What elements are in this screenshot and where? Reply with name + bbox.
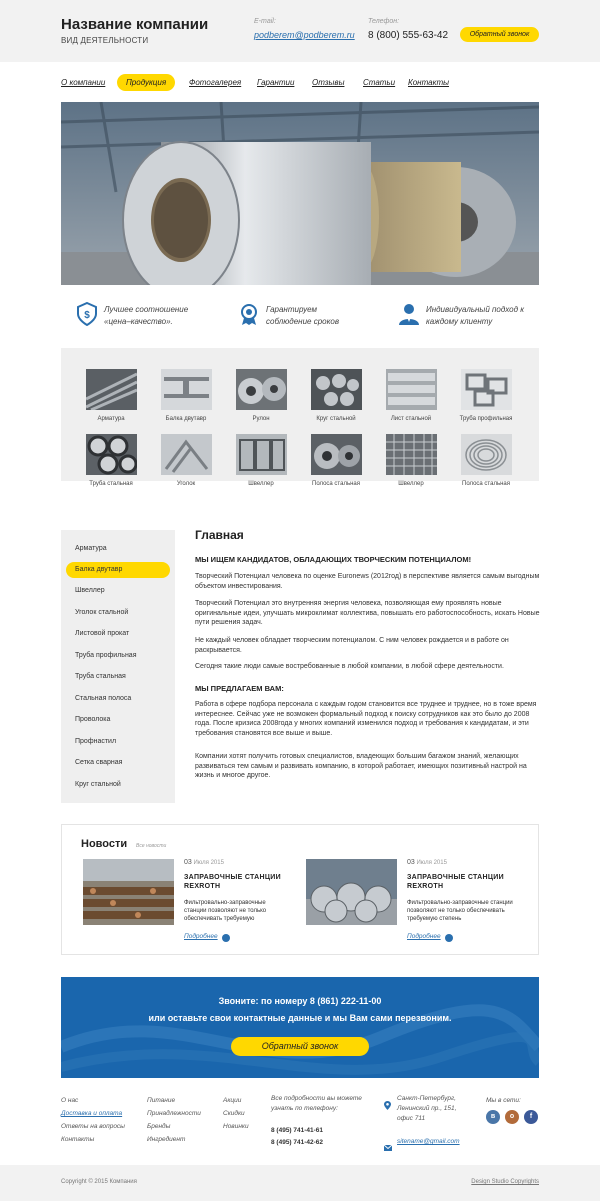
steel-pipe-image — [86, 434, 137, 475]
sidebar-item[interactable]: Сетка сварная — [75, 759, 123, 766]
news-headline-line1: ЗАПРАВОЧНЫЕ СТАНЦИИ — [407, 874, 504, 881]
feature-deadlines — [238, 302, 368, 342]
news-block — [61, 824, 539, 955]
header-email-link[interactable]: podberem@podberem.ru — [254, 30, 355, 40]
news-day: 03 — [407, 859, 415, 866]
footer-email-link[interactable]: sitename@gmail.com — [397, 1138, 460, 1145]
paragraph: Работа в сфере подбора персонала с каждым годом становится все труднее и труднее, но в тоже время интереснее. Сейчас уже не возможен формальный подход к поиску сотрудников как это было до 2008 года. После кризиса 2008года у многих компаний изменился подход и требования к кандидатам, и эти требования становятся все выше и выше. — [195, 701, 537, 737]
feature-line2: соблюдение сроков — [266, 317, 339, 326]
paragraph: Творческий Потенциал человека по оценке Euronews (2012год) в перспективе является самым выгодным объектом инвестирования. — [195, 573, 540, 590]
news-image[interactable] — [306, 859, 397, 925]
facebook-icon[interactable]: f — [524, 1110, 538, 1124]
catalog-label: Арматура — [97, 416, 125, 422]
feature-line1: Гарантируем — [266, 305, 317, 314]
footer-col-promo — [223, 1094, 249, 1133]
sidebar-item[interactable]: Швеллер — [75, 587, 105, 594]
footer-link-active[interactable]: Доставка и оплата — [61, 1110, 123, 1117]
nav-products[interactable]: Продукция — [117, 74, 175, 91]
catalog-item[interactable] — [378, 434, 444, 494]
cta-line1: Звоните: по номеру 8 (861) 222-11-00 — [218, 996, 382, 1006]
sidebar-item[interactable]: Уголок стальной — [75, 609, 129, 616]
catalog-label: Труба профильная — [459, 416, 513, 422]
catalog-label: Круг стальной — [316, 416, 356, 422]
section-heading: МЫ ПРЕДЛАГАЕМ ВАМ: — [195, 684, 284, 693]
sidebar-item[interactable]: Профнастил — [75, 738, 117, 745]
company-name[interactable]: Название компании — [61, 16, 209, 33]
company-activity: ВИД ДЕЯТЕЛЬНОСТИ — [61, 36, 149, 45]
award-icon — [238, 302, 260, 326]
feature-price-quality — [76, 302, 206, 342]
email-label: E-mail: — [254, 18, 276, 25]
paragraph: Не каждый человек обладает творческим потенциалом. С ним человек рождается и в работе он раскрывается. — [195, 637, 509, 654]
footer-address: Санкт-Петербург, Ленинский пр., 151, офис 711 — [397, 1095, 457, 1122]
arrow-right-icon[interactable] — [222, 934, 230, 942]
design-studio-link[interactable]: Design Studio Copyrights — [471, 1179, 539, 1185]
mesh-image — [386, 434, 437, 475]
news-headline-line1: ЗАПРАВОЧНЫЕ СТАНЦИИ — [184, 874, 281, 881]
svg-text:$: $ — [84, 310, 90, 321]
feature-text — [266, 304, 339, 328]
envelope-icon — [384, 1138, 392, 1156]
sidebar-item[interactable]: Листовой прокат — [75, 630, 130, 637]
catalog-label: Труба стальная — [89, 481, 133, 487]
nav-about[interactable]: О компании — [61, 78, 106, 87]
footer-phones-label: Все подробности вы можете узнать по телефону: — [271, 1095, 362, 1112]
news-headline-line2: REXROTH — [184, 883, 221, 890]
footer-phone: 8 (495) 741-41-61 — [271, 1127, 324, 1134]
catalog-item[interactable] — [228, 369, 294, 429]
sidebar-item[interactable]: Арматура — [75, 545, 107, 552]
odnoklassniki-icon[interactable]: о — [505, 1110, 519, 1124]
catalog-label: Полоса стальная — [462, 481, 510, 487]
footer-phone: 8 (495) 741-42-62 — [271, 1139, 324, 1146]
channel-image — [236, 434, 287, 475]
news-headline[interactable] — [184, 873, 281, 891]
cta-callback-button[interactable]: Обратный звонок — [231, 1037, 369, 1056]
footer-link[interactable]: О нас — [61, 1097, 79, 1104]
social-label: Мы в сети: — [486, 1097, 521, 1104]
news-excerpt: Фильтровально-заправочные станции позволяют не только обеспечивать требуемую — [184, 900, 267, 922]
news-excerpt: Фильтровально-заправочные станции позволяют не только обеспечивать требуемую степень — [407, 900, 513, 922]
callback-banner — [61, 977, 539, 1078]
rebar-image — [86, 369, 137, 410]
catalog-label: Швеллер — [248, 481, 274, 487]
catalog-item[interactable] — [153, 434, 219, 494]
sidebar-item[interactable]: Круг стальной — [75, 781, 121, 788]
footer-link[interactable]: Ингредиент — [147, 1136, 186, 1143]
news-month: Июля 2015 — [193, 860, 224, 866]
header-phone: 8 (800) 555-63-42 — [368, 30, 449, 41]
cta-line2: или оставьте свои контактные данные и мы Вам сами перезвоним. — [148, 1013, 452, 1023]
hero-image — [61, 102, 539, 285]
person-icon — [398, 302, 420, 326]
feature-line1: Лучшее соотношение — [104, 305, 189, 314]
footer-link[interactable]: Акции — [223, 1097, 242, 1104]
footer-col-info — [61, 1094, 125, 1146]
copyright-bar — [0, 1165, 600, 1201]
feature-line2: каждому клиенту — [426, 317, 493, 326]
catalog-item[interactable] — [453, 369, 519, 429]
product-catalog — [61, 348, 539, 487]
paragraph: Компании хотят получить готовых специалистов, владеющих большим багажом знаний, желающих развиваться тем самым и развивать компанию, в которой работает, имеющих позитивный настрой на жизнь и многое другое. — [195, 753, 527, 779]
nav-contacts[interactable]: Контакты — [408, 78, 450, 87]
steel-strip-image — [311, 434, 362, 475]
feature-individual — [398, 302, 538, 342]
news-more-link[interactable]: Подробнее — [184, 933, 218, 940]
phone-label: Телефон: — [368, 18, 400, 25]
catalog-label: Балка двутавр — [165, 416, 207, 422]
catalog-item[interactable] — [153, 369, 219, 429]
profile-pipe-image — [461, 369, 512, 410]
nav-reviews[interactable]: Отзывы — [312, 78, 345, 87]
footer-col-catalog — [147, 1094, 201, 1146]
nav-guarantees[interactable]: Гарантии — [257, 78, 295, 87]
footer-link[interactable]: Принадлежности — [147, 1110, 201, 1117]
paragraph: Сегодня такие люди самые востребованные в любой компании, в любой сфере деятельности. — [195, 663, 504, 670]
page-title: Главная — [195, 528, 244, 542]
catalog-item[interactable] — [378, 369, 444, 429]
footer-email — [397, 1135, 460, 1148]
catalog-item[interactable] — [303, 434, 369, 494]
footer-link[interactable]: Питание — [147, 1097, 176, 1104]
news-day: 03 — [184, 859, 192, 866]
sidebar-item[interactable]: Проволока — [75, 716, 111, 723]
sidebar-item-active[interactable]: Балка двутавр — [66, 562, 170, 578]
catalog-item[interactable] — [303, 369, 369, 429]
catalog-label: Уголок — [176, 481, 196, 487]
paragraph: Творческий Потенциал это внутренняя энергия человека, позволяющая ему проявлять новые оригинальные идеи, улучшать микроклимат коллектива, повышать его работоспособность, искать Новые пути решения задач. — [195, 600, 540, 626]
sidebar-item[interactable]: Труба профильная — [75, 652, 137, 659]
news-date — [407, 859, 447, 866]
steel-sheet-image — [386, 369, 437, 410]
round-bar-image — [311, 369, 362, 410]
angle-image — [161, 434, 212, 475]
nav-articles[interactable]: Статьи — [363, 78, 396, 87]
sidebar-menu — [61, 530, 175, 803]
news-date — [184, 859, 224, 866]
footer-link[interactable]: Бренды — [147, 1123, 171, 1130]
header-callback-button[interactable]: Обратный звонок — [460, 27, 539, 42]
catalog-label: Полоса стальная — [312, 481, 360, 487]
footer-link[interactable]: Скидки — [223, 1110, 245, 1117]
ibeam-image — [161, 369, 212, 410]
feature-text — [104, 304, 188, 328]
catalog-item[interactable] — [78, 369, 144, 429]
section-heading: МЫ ИЩЕМ КАНДИДАТОВ, ОБЛАДАЮЩИХ ТВОРЧЕСКИМ ПОТЕНЦИАЛОМ! — [195, 555, 472, 564]
catalog-item[interactable] — [228, 434, 294, 494]
wire-image — [461, 434, 512, 475]
footer-link[interactable]: Новинки — [223, 1123, 249, 1130]
catalog-label: Швеллер — [398, 481, 424, 487]
footer-link[interactable]: Ответы на вопросы — [61, 1123, 125, 1130]
news-more-link[interactable]: Подробнее — [407, 933, 441, 940]
all-news-link[interactable]: Все новости — [136, 843, 167, 849]
news-image[interactable] — [83, 859, 174, 925]
catalog-label: Рулон — [252, 416, 270, 422]
feature-text — [426, 304, 524, 328]
feature-line1: Индивидуальный подход к — [426, 305, 525, 314]
catalog-item[interactable] — [78, 434, 144, 494]
catalog-item[interactable] — [453, 434, 519, 494]
arrow-right-icon[interactable] — [445, 934, 453, 942]
sidebar-item[interactable]: Стальная полоса — [75, 695, 132, 702]
copyright-text: Copyright © 2015 Компания — [61, 1179, 137, 1185]
feature-line2: «цена–качество». — [104, 317, 173, 326]
news-headline-line2: REXROTH — [407, 883, 444, 890]
site-header — [0, 0, 600, 62]
wave-decoration — [61, 977, 539, 1078]
vk-icon[interactable]: в — [486, 1110, 500, 1124]
news-month: Июля 2015 — [416, 860, 447, 866]
nav-gallery[interactable]: Фотогалерея — [189, 78, 242, 87]
sidebar-item[interactable]: Труба стальная — [75, 673, 126, 680]
shield-dollar-icon — [76, 302, 98, 326]
footer-link[interactable]: Контакты — [61, 1136, 95, 1143]
catalog-label: Лист стальной — [390, 416, 432, 422]
main-nav — [61, 74, 541, 92]
news-title: Новости — [81, 838, 128, 850]
coil-image — [236, 369, 287, 410]
location-pin-icon — [384, 1097, 391, 1115]
news-headline[interactable] — [407, 873, 504, 891]
